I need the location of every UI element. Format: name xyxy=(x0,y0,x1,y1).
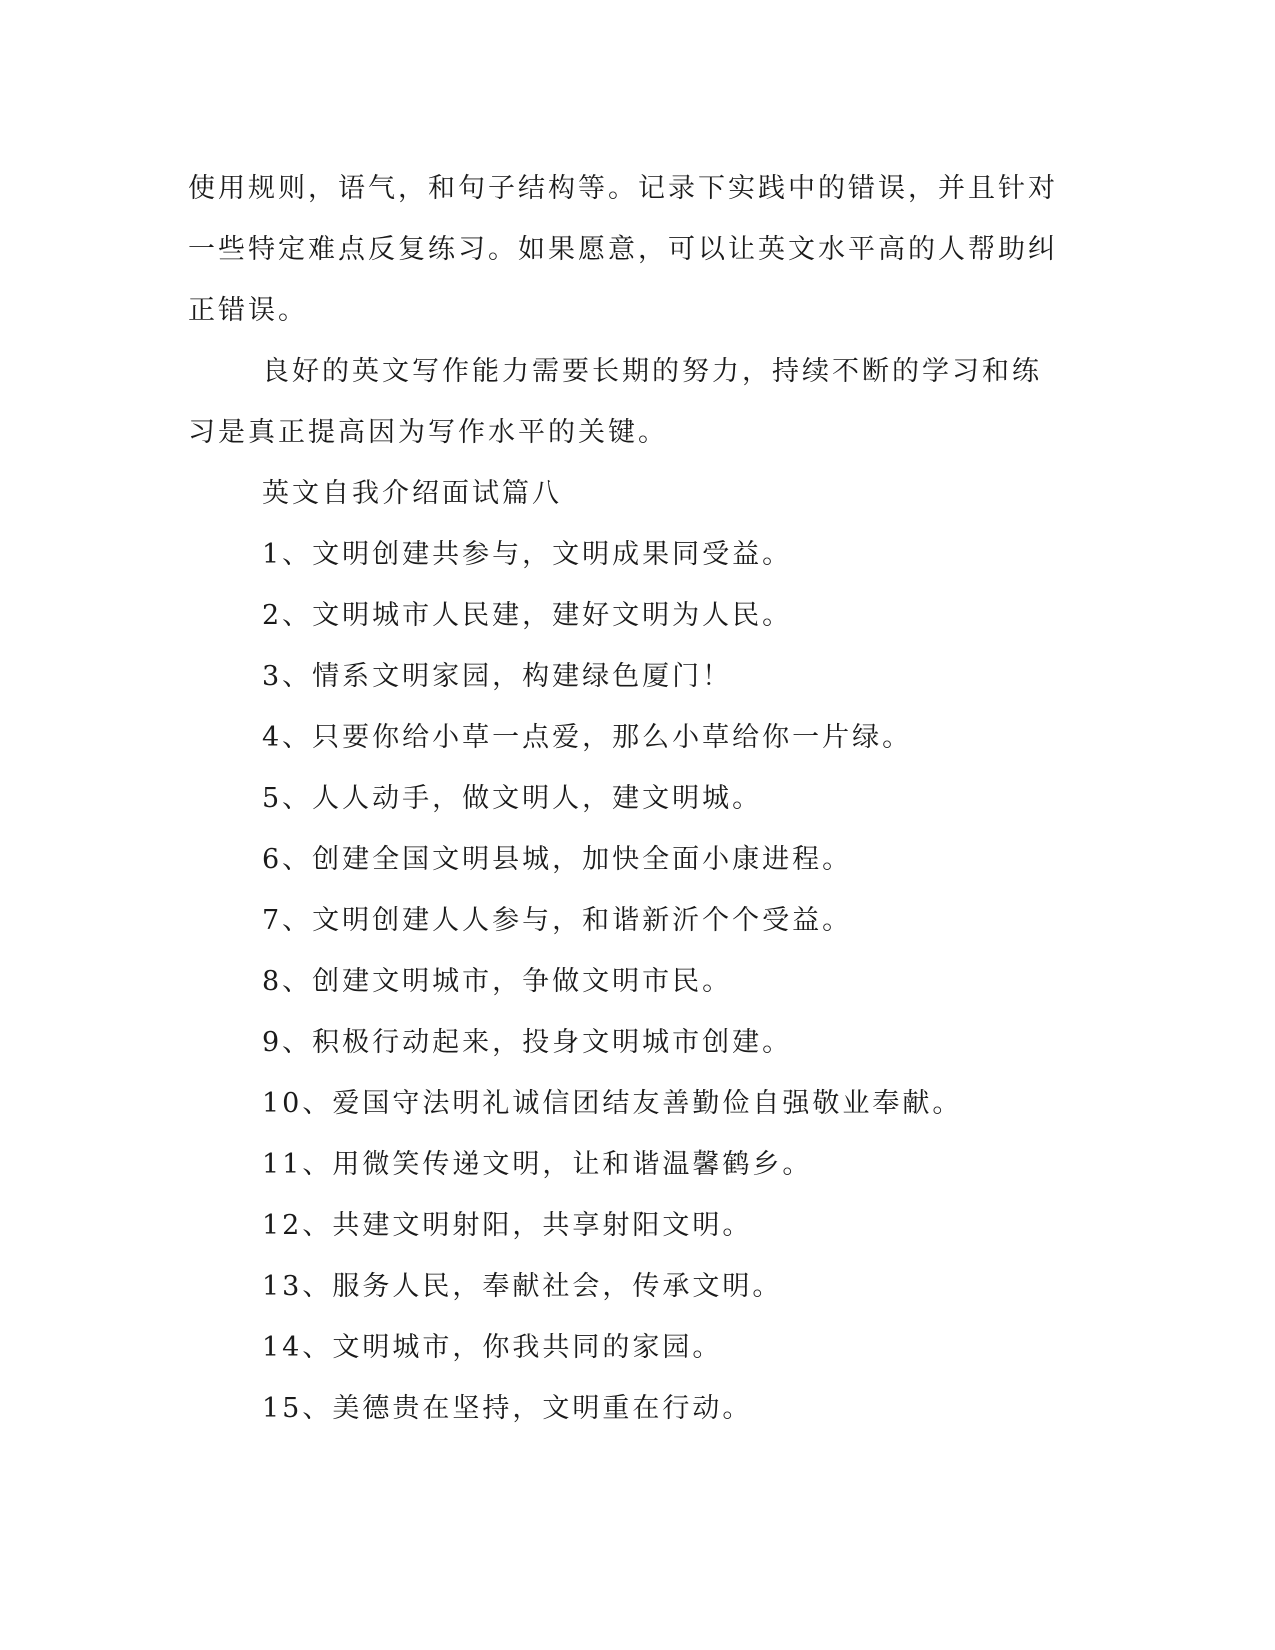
list-item: 10、爱国守法明礼诚信团结友善勤俭自强敬业奉献。 xyxy=(262,1088,963,1119)
section-title: 英文自我介绍面试篇八 xyxy=(262,478,562,509)
list-item: 5、人人动手，做文明人，建文明城。 xyxy=(262,783,763,814)
list-item: 15、美德贵在坚持，文明重在行动。 xyxy=(262,1393,753,1424)
paragraph-writing-practice: 使用规则，语气，和句子结构等。记录下实践中的错误，并且针对一些特定难点反复练习。如果愿意，可以让英文水平高的人帮助纠正错误。 xyxy=(188,173,1058,326)
list-item: 11、用微笑传递文明，让和谐温馨鹤乡。 xyxy=(262,1149,813,1180)
list-item: 2、文明城市人民建，建好文明为人民。 xyxy=(262,600,793,631)
list-item: 3、情系文明家园，构建绿色厦门！ xyxy=(262,661,733,692)
list-item: 9、积极行动起来，投身文明城市创建。 xyxy=(262,1027,793,1058)
list-item: 4、只要你给小草一点爱，那么小草给你一片绿。 xyxy=(262,722,913,753)
list-item: 1、文明创建共参与，文明成果同受益。 xyxy=(262,539,793,570)
list-item: 7、文明创建人人参与，和谐新沂个个受益。 xyxy=(262,905,853,936)
list-item: 6、创建全国文明县城，加快全面小康进程。 xyxy=(262,844,853,875)
slogan-list xyxy=(188,524,1068,1439)
list-item: 8、创建文明城市，争做文明市民。 xyxy=(262,966,733,997)
list-item: 13、服务人民，奉献社会，传承文明。 xyxy=(262,1271,783,1302)
paragraph-writing-ability: 良好的英文写作能力需要长期的努力，持续不断的学习和练习是真正提高因为写作水平的关键。 xyxy=(188,356,1042,448)
list-item: 14、文明城市，你我共同的家园。 xyxy=(262,1332,723,1363)
list-item: 12、共建文明射阳，共享射阳文明。 xyxy=(262,1210,753,1241)
document-body xyxy=(188,158,1068,1439)
